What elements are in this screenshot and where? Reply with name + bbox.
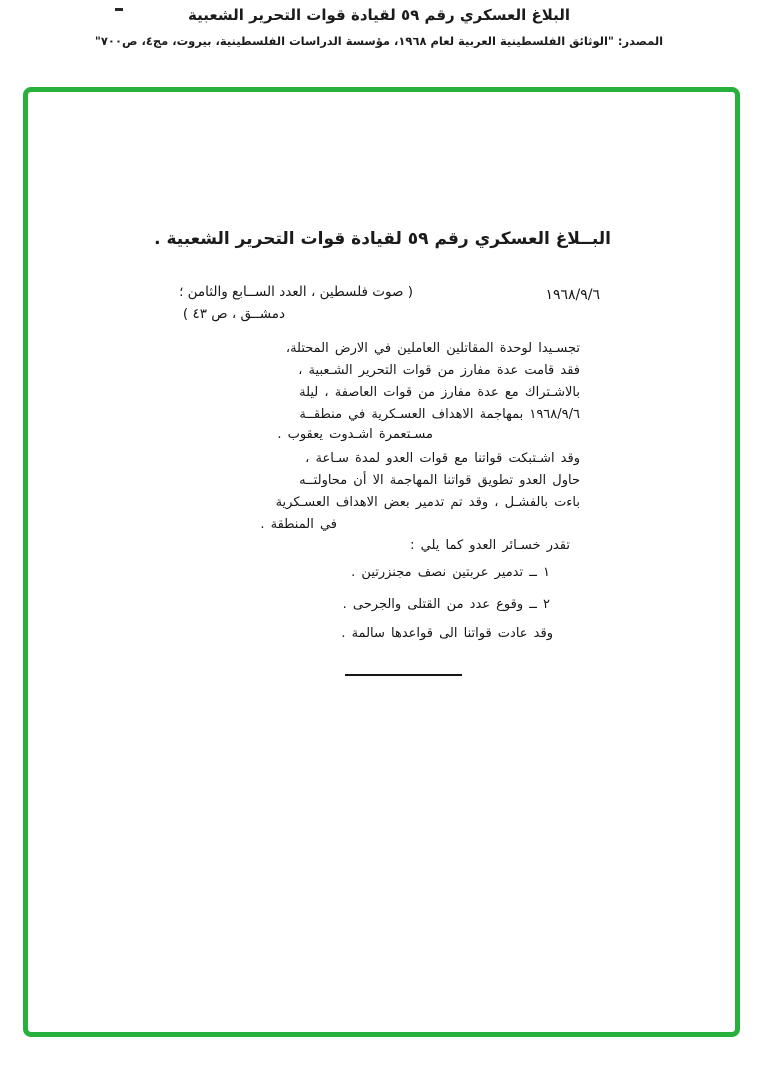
paragraph2-line3: باءت بالفشـل ، وقد تم تدمير بعض الاهداف العسـكرية	[275, 495, 580, 510]
paragraph2-line1: وقد اشـتبكت قواتنا مع قوات العدو لمدة سـاعة ،	[305, 451, 580, 466]
doc-title: البــلاغ العسكري رقم ٥٩ لقيادة قوات التحرير الشعبية .	[154, 229, 611, 249]
end-divider-rule	[345, 674, 462, 676]
paragraph1-line4: ١٩٦٨/٩/٦ بمهاجمة الاهداف العسـكرية في منطقــة	[299, 407, 580, 422]
closing-line: وقد عادت قواتنا الى قواعدها سالمة .	[341, 626, 553, 641]
paragraph2-line2: حاول العدو تطويق قواتنا المهاجمة الا أن محاولتــه	[299, 473, 580, 488]
page-header-title: البلاغ العسكري رقم ٥٩ لقيادة قوات التحرير الشعبية	[188, 6, 570, 24]
paragraph1-line1: تجسـيدا لوحدة المقاتلين العاملين في الارض المحتلة،	[285, 341, 580, 356]
paragraph1-line2: فقد قامت عدة مفارز من قوات التحرير الشـعبية ،	[298, 363, 580, 378]
losses-item-2: ٢ ــ وقوع عدد من القتلى والجرحى .	[342, 597, 550, 612]
paragraph1-line3: بالاشـتراك مع عدة مفارز من قوات العاصفة ، ليلة	[299, 385, 580, 400]
doc-citation-line2: دمشــق ، ص ٤٣ )	[182, 306, 285, 322]
losses-item-1: ١ ــ تدمير عربتين نصف مجنزرتين .	[351, 565, 550, 580]
page-header-source: المصدر: "الوثائق الفلسطينية العربية لعام ١٩٦٨، مؤسسة الدراسات الفلسطينية، بيروت، مج٤، ص٧٠٠"	[94, 34, 664, 48]
losses-intro: تقدر خسـائر العدو كما يلي :	[410, 538, 570, 553]
doc-date: ١٩٦٨/٩/٦	[545, 287, 600, 303]
paragraph1-line5: مسـتعمرة اشـدوت يعقوب .	[277, 427, 433, 442]
doc-citation-line1: ( صوت فلسطين ، العدد الســابع والثامن ؛	[179, 284, 413, 300]
paragraph2-line4: في المنطقة .	[260, 517, 337, 532]
